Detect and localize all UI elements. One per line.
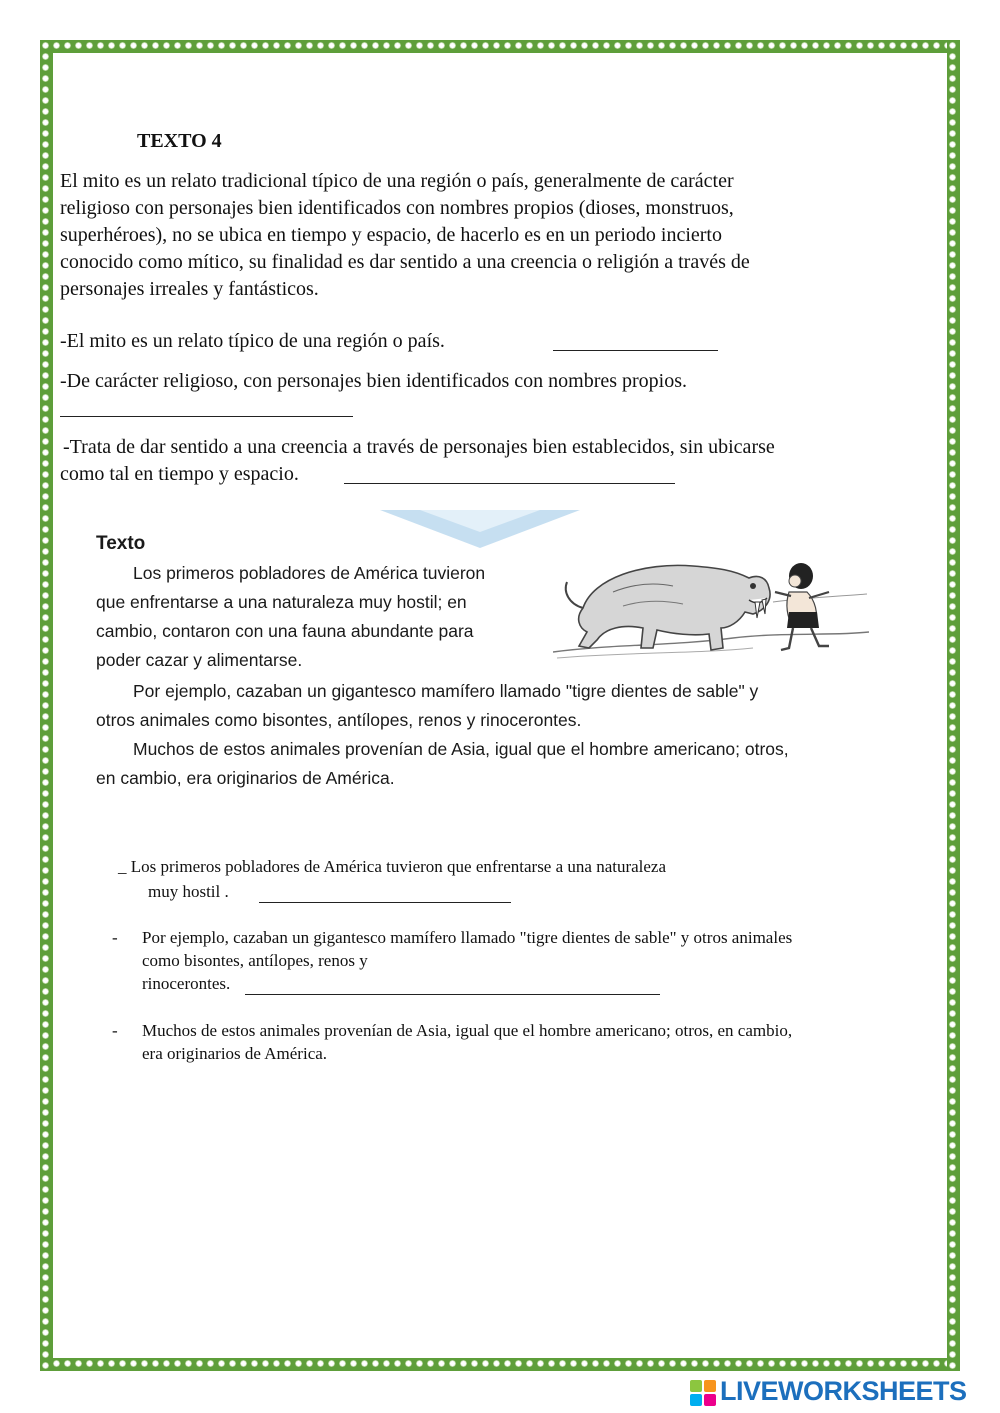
- page-border-top: [40, 40, 960, 53]
- answer-blank-2[interactable]: [60, 402, 353, 417]
- answer-blank-3[interactable]: [344, 469, 675, 484]
- texto-4-title: TEXTO 4: [137, 130, 222, 152]
- myth-paragraph-line-5: personajes irreales y fantásticos.: [60, 278, 319, 300]
- answer-blank-4[interactable]: [259, 888, 511, 903]
- liveworksheets-mark-icon: [690, 1380, 716, 1406]
- item-3-bullet: -: [112, 1021, 118, 1040]
- item-2-text-1: Por ejemplo, cazaban un gigantesco mamífero llamado "tigre dientes de sable" y otros animales: [142, 928, 793, 947]
- item-1-text-2: muy hostil .: [148, 882, 229, 901]
- item-3-text-2: era originarios de América.: [142, 1044, 328, 1063]
- item-2-bullet: -: [112, 928, 118, 947]
- texto-line-6: otros animales como bisontes, antílopes, renos y rinocerontes.: [96, 710, 582, 730]
- page-border-left: [40, 40, 53, 1371]
- texto-heading: Texto: [96, 533, 146, 554]
- texto-line-3: cambio, contaron con una fauna abundante para: [96, 621, 474, 641]
- page-border-bottom: [40, 1358, 960, 1371]
- page-border-right: [947, 40, 960, 1371]
- texto-line-1: Los primeros pobladores de América tuvieron: [133, 563, 486, 583]
- liveworksheets-brand-text: LIVEWORKSHEETS: [720, 1376, 967, 1406]
- item-2-text-3: rinocerontes.: [142, 974, 231, 993]
- texto-line-8: en cambio, era originarios de América.: [96, 768, 395, 788]
- statement-1-text: -El mito es un relato típico de una región o país.: [60, 330, 445, 352]
- item-2-text-2: como bisontes, antílopes, renos y: [142, 951, 368, 970]
- texto-line-5: Por ejemplo, cazaban un gigantesco mamífero llamado "tigre dientes de sable" y: [133, 681, 759, 701]
- item-1-bullet: _: [118, 857, 127, 876]
- liveworksheets-logo[interactable]: [690, 1376, 994, 1408]
- texto-line-4: poder cazar y alimentarse.: [96, 650, 303, 670]
- saber-tooth-tiger-illustration: [553, 548, 869, 664]
- answer-blank-5[interactable]: [245, 980, 660, 995]
- item-1-line-1: [118, 857, 666, 877]
- myth-paragraph-line-4: conocido como mítico, su finalidad es dar sentido a una creencia o religión a través de: [60, 251, 750, 273]
- texto-line-2: que enfrentarse a una naturaleza muy hostil; en: [96, 592, 467, 612]
- myth-paragraph-line-2: religioso con personajes bien identificados con nombres propios (dioses, monstruos,: [60, 197, 734, 219]
- statement-1: [60, 328, 445, 355]
- answer-blank-1[interactable]: [553, 336, 718, 351]
- myth-paragraph-line-3: superhéroes), no se ubica en tiempo y espacio, de hacerlo es en un periodo incierto: [60, 224, 722, 246]
- texto-line-7: Muchos de estos animales provenían de Asia, igual que el hombre americano; otros,: [133, 739, 789, 759]
- statement-3-line-2: como tal en tiempo y espacio.: [60, 463, 299, 485]
- myth-paragraph-line-1: El mito es un relato tradicional típico de una región o país, generalmente de carácter: [60, 170, 734, 192]
- statement-2-text: -De carácter religioso, con personajes bien identificados con nombres propios.: [60, 370, 688, 392]
- item-3-text-1: Muchos de estos animales provenían de Asia, igual que el hombre americano; otros, en cambio,: [142, 1021, 793, 1040]
- chevron-down-icon: [380, 510, 580, 550]
- statement-3-line-1: -Trata de dar sentido a una creencia a través de personajes bien establecidos, sin ubicarse: [63, 436, 775, 458]
- item-1-text-1: Los primeros pobladores de América tuvieron que enfrentarse a una naturaleza: [130, 857, 667, 876]
